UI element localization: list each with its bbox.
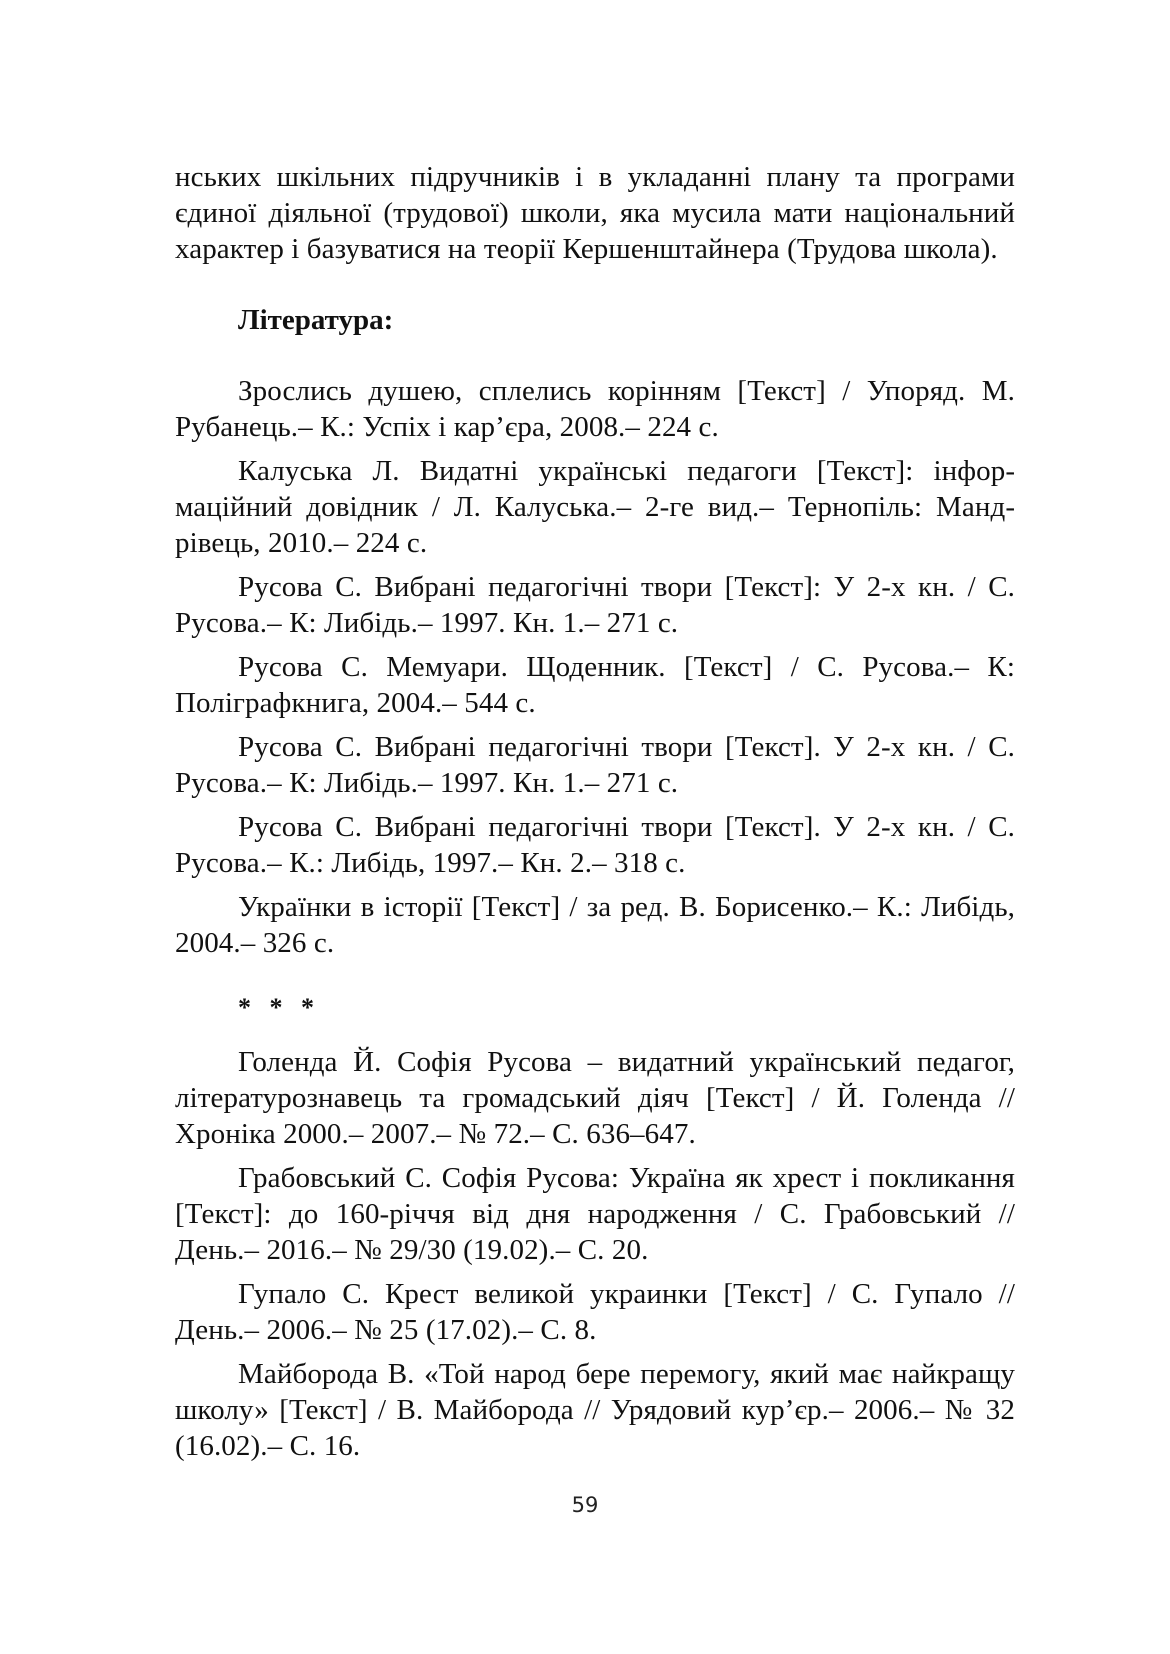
page-number: 59 [571,1493,599,1517]
reference-item: Майборода В. «Той народ бере перемогу, який має найкращу школу» [Текст] / В. Майборода // Урядовий кур’єр.– 2006.– № 32 (16.02).– С. 16. [175,1358,1015,1462]
intro-paragraph-block [175,159,1015,267]
literature-heading: Література: [238,304,394,336]
reference-item: Українки в історії [Текст] / за ред. В. Борисенко.– К.: Либідь, 2004.– 326 с. [175,891,1015,959]
reference-list-additional [175,1044,1015,1472]
section-separator: * * * [238,993,320,1022]
reference-item: Калуська Л. Видатні українські педагоги [Текст]: інформаційний довідник / Л. Калуська.– 2-ге вид.– Тернопіль: Мандрівець, 2010.– 224 с. [175,455,1015,559]
reference-item: Русова С. Вибрані педагогічні твори [Текст]. У 2-х кн. / С. Русова.– К.: Либідь, 1997.– Кн. 2.– 318 с. [175,811,1015,879]
reference-item: Голенда Й. Софія Русова – видатний український педагог, літературознавець та громадський діяч [Текст] / Й. Голенда // Хроніка 2000.– 2007.– № 72.– С. 636–647. [175,1046,1015,1150]
intro-paragraph: нських шкільних підручників і в укладанні плану та програми єдиної діяльної (трудової) школи, яка мусила мати національний характер і базуватися на теорії Кершенштайнера (Трудова школа). [175,161,1015,265]
reference-item: Гупало С. Крест великой украинки [Текст] / С. Гупало // День.– 2006.– № 25 (17.02).– С. 8. [175,1278,1015,1346]
reference-list [175,373,1015,969]
reference-item: Зрослись душею, сплелись корінням [Текст] / Упоряд. М. Рубанець.– К.: Успіх і кар’єра, 2008.– 224 с. [175,375,1015,443]
reference-item: Грабовський С. Софія Русова: Україна як хрест і покликання [Текст]: до 160-річчя від дня народження / С. Грабовський // День.– 2016.– № 29/30 (19.02).– С. 20. [175,1162,1015,1266]
reference-item: Русова С. Мемуари. Щоденник. [Текст] / С. Русова.– К: Поліграфкнига, 2004.– 544 с. [175,651,1015,719]
reference-item: Русова С. Вибрані педагогічні твори [Текст]: У 2-х кн. / С. Русова.– К: Либідь.– 1997. Кн. 1.– 271 с. [175,571,1015,639]
reference-item: Русова С. Вибрані педагогічні твори [Текст]. У 2-х кн. / С. Русова.– К: Либідь.– 1997. Кн. 1.– 271 с. [175,731,1015,799]
